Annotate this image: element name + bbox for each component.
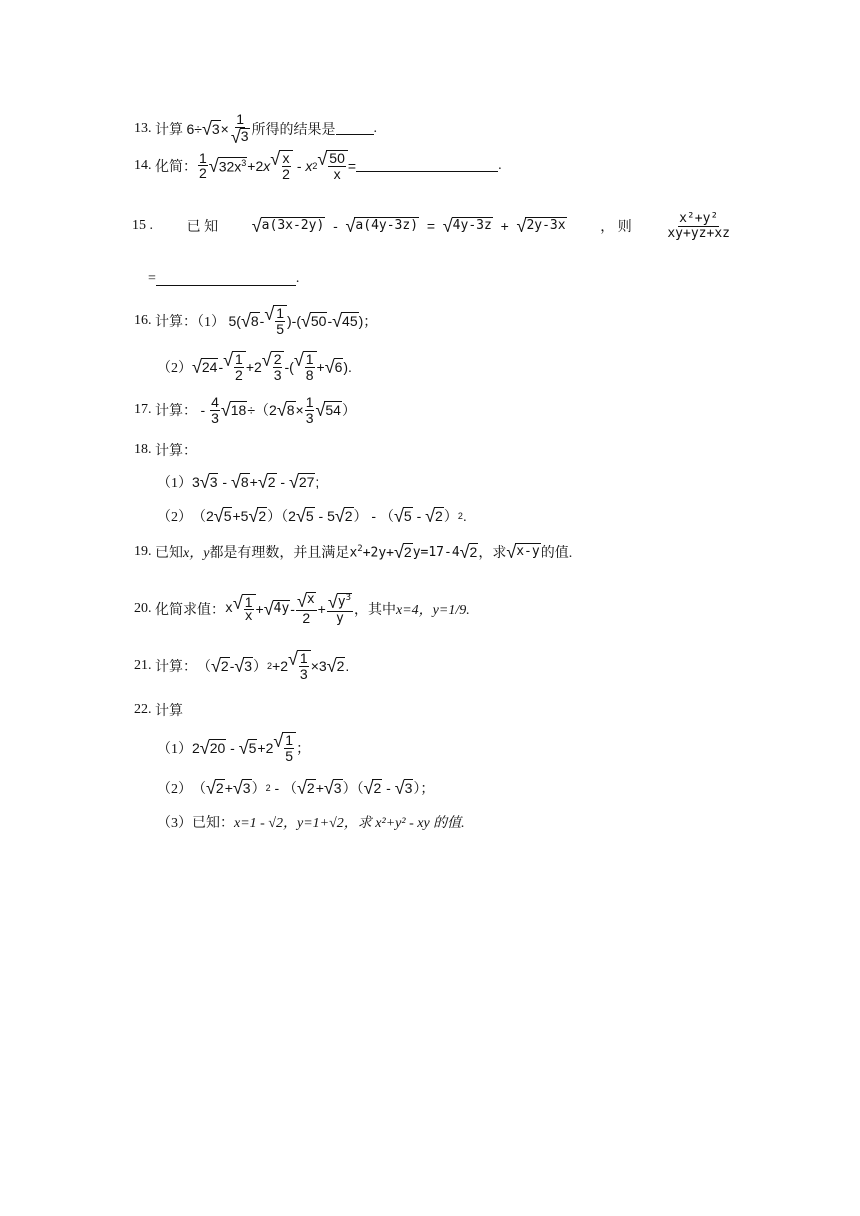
fraction-denominator: xy+yz+xz xyxy=(667,225,730,241)
problem-number: 21. xyxy=(134,657,152,673)
sub-label: （3） xyxy=(157,816,192,831)
problem-text: 已知： xyxy=(192,816,234,831)
problem-18 xyxy=(134,440,197,460)
problem-19 xyxy=(134,542,572,562)
period: . xyxy=(373,120,378,136)
problem-number: 14. xyxy=(134,157,152,173)
problem-text: ，求 xyxy=(478,546,507,561)
problem-21 xyxy=(134,650,349,681)
math-expression: （ √ 2 + √ 3 ） 2 - （ √ 2 + √ 3 ）（ √ 2 - √ 3 ）； xyxy=(192,778,435,798)
problem-number: 13. xyxy=(134,120,152,136)
problem-text: 的值. xyxy=(540,546,573,561)
problem-lead: 计算： xyxy=(155,444,197,459)
problem-14 xyxy=(134,150,502,181)
math-expression: √ a(3x-2y) - √ a(4y-3z) = √ 4y-3z + √ 2y-3x xyxy=(251,216,566,237)
sub-label: （2） xyxy=(157,360,192,376)
problem-15-answer-line xyxy=(148,271,299,287)
problem-number: 20. xyxy=(134,600,152,616)
problem-lead: 计算： xyxy=(155,659,197,675)
condition: x=4，y=1/9. xyxy=(396,602,470,618)
sub-label: （2） xyxy=(157,782,192,797)
problem-22-part-1 xyxy=(157,732,310,763)
problem-number: 16. xyxy=(134,312,152,328)
math-expression: （2 √ 5 +5 √ 2 ）（2 √ 5 - 5 √ 2 ） - （ √ 5 - √ 2 ） 2 . xyxy=(192,506,467,526)
problem-16-part-2 xyxy=(157,351,352,382)
math-expression: 5( √ 8 - √ $\frac{1}{5}$ )-( √ 50 - √ 45 )； xyxy=(228,304,378,337)
problem-17 xyxy=(134,395,356,425)
problem-18-part-2 xyxy=(157,506,467,526)
problem-number: 22. xyxy=(134,702,152,717)
problem-mid: ， 则 xyxy=(600,220,632,236)
math-expression: 3 √ 3 - √ 8 + √ 2 - √ 27 ; xyxy=(192,472,320,492)
problem-20 xyxy=(134,592,470,626)
sub-label: （2） xyxy=(157,510,192,525)
math-expression: x √ $\frac{1}{x}$ + √ 4y - √ x 2 + √ $y^3$ y xyxy=(225,591,351,626)
answer-blank[interactable] xyxy=(356,159,498,172)
problem-22-part-2 xyxy=(157,778,434,798)
problem-13 xyxy=(134,112,377,146)
problem-number: 18. xyxy=(134,442,152,457)
problem-number: 17. xyxy=(134,402,152,418)
math-expression: $x^2+2y+$ √ 2 y=17-4 √ 2 xyxy=(349,542,478,562)
answer-blank[interactable] xyxy=(156,273,296,286)
problem-22 xyxy=(134,700,183,720)
problem-lead: 计算 xyxy=(155,704,183,719)
problem-lead: 计算 xyxy=(155,122,183,138)
problem-15 xyxy=(132,212,732,240)
problem-lead: 计算：（1） xyxy=(155,314,225,330)
problem-lead: 已知 xyxy=(155,546,183,561)
problem-number: 19. xyxy=(134,544,152,559)
math-expression: √ 24 - √ $\frac{1}{2}$ +2 √ $\frac{2}{3}$ -( √ $\frac{1}{8}$ + √ 6 ). xyxy=(192,350,352,383)
problem-number: 15 . xyxy=(132,218,153,234)
problem-lead: 化简求值： xyxy=(155,602,225,618)
answer-blank[interactable] xyxy=(336,122,374,135)
sub-label: （1） xyxy=(157,476,192,491)
problem-lead: 已 知 xyxy=(186,220,219,236)
exponent: 2 xyxy=(457,511,463,521)
math-expression: 2 √ 20 - √ 5 +2 √ $\frac{1}{5}$ ； xyxy=(192,731,311,764)
problem-18-part-1 xyxy=(157,472,319,492)
fraction-numerator: x²+y² xyxy=(679,211,719,226)
math-expression: （ √ 2 - √ 3 ） 2 +2 √ $\frac{1}{3}$ ×3 √ 2 . xyxy=(197,649,350,682)
math-expression: √ x-y xyxy=(506,542,540,562)
condition: x=1 - √2，y=1+√2，求 x²+y² - xy 的值. xyxy=(234,816,465,831)
problem-22-part-3 xyxy=(157,812,465,832)
problem-text: ，其中 xyxy=(354,602,396,618)
equals-sign: = xyxy=(148,271,156,286)
math-expression: $\frac{1}{2}$ √ $32x^3$ +2 x √ $\frac{x}{2}$ - x 2 √ $\frac{50}{x}$ = xyxy=(199,149,357,182)
period: . xyxy=(295,271,300,286)
problem-text: 都是有理数，并且满足 xyxy=(209,546,350,561)
math-expression: 6÷ √ 3 × 1 √ 3 xyxy=(186,111,249,147)
period: . xyxy=(498,157,502,173)
problem-lead: 计算： xyxy=(155,404,197,420)
fraction-expression xyxy=(666,212,731,240)
math-expression: - $\frac{4}{3}$ √ 18 ÷（2 √ 8 × $\frac{1}{3}$ √ 54 ） xyxy=(200,394,356,426)
problem-lead: 化简： xyxy=(155,159,197,175)
problem-16-part-1 xyxy=(134,305,377,336)
problem-tail: 所得的结果是 xyxy=(251,122,336,138)
variables: x，y xyxy=(183,546,210,561)
sub-label: （1） xyxy=(157,741,192,757)
